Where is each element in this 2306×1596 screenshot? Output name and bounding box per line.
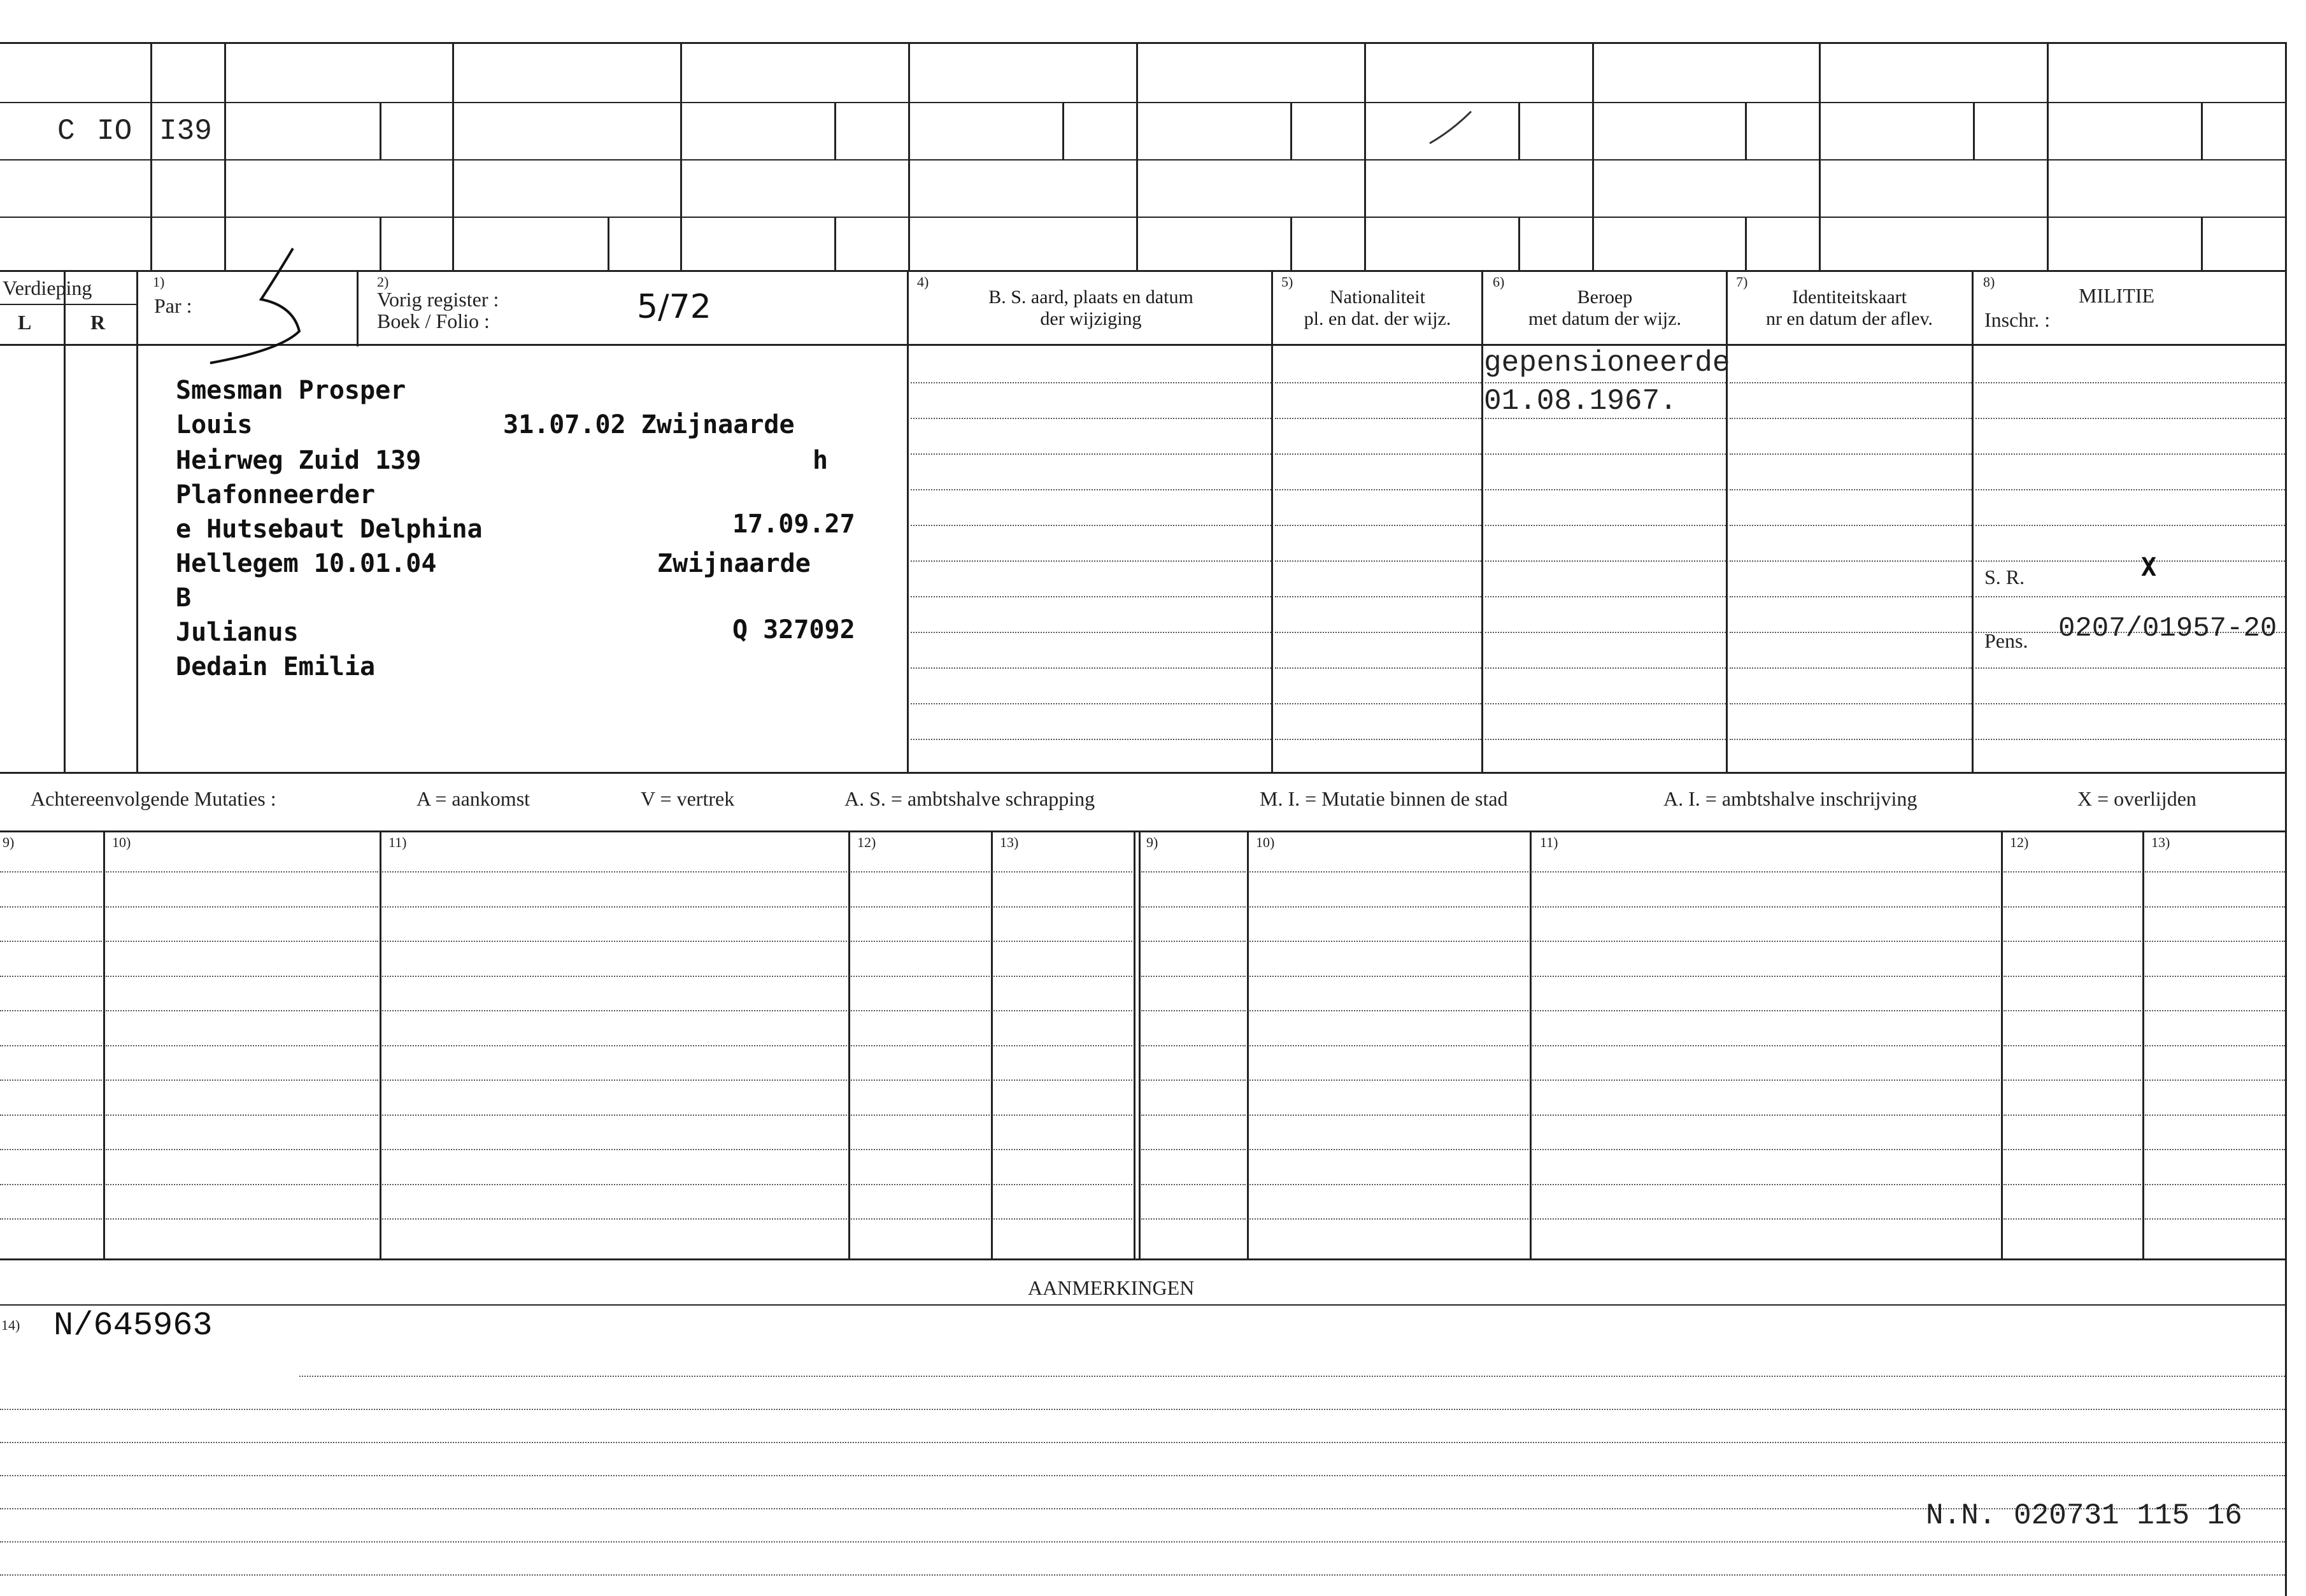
dotted-rule — [0, 871, 102, 873]
dotted-rule — [1532, 1045, 2000, 1046]
dotted-rule — [1730, 489, 1972, 490]
dotted-rule — [106, 1045, 378, 1046]
dotted-rule — [993, 1115, 1132, 1116]
dotted-rule — [1249, 976, 1528, 977]
line-firstname: Louis — [176, 410, 253, 439]
dotted-rule — [1975, 525, 2285, 526]
dotted-rule — [1141, 1184, 1246, 1185]
dotted-rule — [1730, 453, 1972, 455]
dotted-rule — [2004, 1218, 2141, 1220]
dotted-rule — [382, 1218, 847, 1220]
dotted-rule — [1485, 596, 1726, 597]
dotted-rule — [1485, 703, 1726, 704]
line-marriage-date: 17.09.27 — [732, 509, 855, 539]
field-number-7: 7) — [1736, 274, 1748, 290]
dotted-rule — [1275, 667, 1481, 669]
nationaliteit-header — [1274, 287, 1481, 330]
vorig-register-label: Vorig register : — [377, 288, 499, 311]
par-label: Par : — [154, 294, 192, 317]
dotted-rule — [1532, 1184, 2000, 1185]
dotted-rule — [1730, 418, 1972, 419]
dotted-rule — [1275, 596, 1481, 597]
dotted-rule — [1975, 703, 2285, 704]
mut-col-12-right: 12) — [2010, 834, 2029, 850]
boek-folio-label: Boek / Folio : — [377, 310, 490, 332]
house-number-code: I39 — [159, 115, 212, 148]
dotted-rule — [851, 941, 990, 942]
dotted-rule — [106, 871, 378, 873]
dotted-rule — [1275, 525, 1481, 526]
inschr-label: Inschr. : — [1984, 308, 2051, 331]
dotted-rule — [0, 1475, 2285, 1476]
dotted-rule — [1485, 632, 1726, 633]
dotted-rule — [1532, 1079, 2000, 1081]
dotted-rule — [0, 941, 102, 942]
aanmerkingen-title: AANMERKINGEN — [1028, 1276, 1195, 1299]
dotted-rule — [911, 596, 1271, 597]
pens-value: 0207/01957-20 — [2058, 613, 2277, 645]
dotted-rule — [1532, 1218, 2000, 1220]
dotted-rule — [382, 1045, 847, 1046]
dotted-rule — [1275, 632, 1481, 633]
mut-col-13-right: 13) — [2151, 834, 2170, 850]
dotted-rule — [993, 871, 1132, 873]
dotted-rule — [1730, 667, 1972, 669]
dotted-rule — [0, 1149, 102, 1150]
dotted-rule — [851, 906, 990, 908]
field-number-4: 4) — [917, 274, 929, 290]
pens-label: Pens. — [1984, 629, 2028, 652]
dotted-rule — [2004, 906, 2141, 908]
dotted-rule — [1275, 453, 1481, 455]
dotted-rule — [1532, 1149, 2000, 1150]
beroep-header-line2: met datum der wijz. — [1528, 308, 1681, 329]
dotted-rule — [1485, 560, 1726, 562]
dotted-rule — [1141, 906, 1246, 908]
dotted-rule — [993, 941, 1132, 942]
dotted-rule — [1249, 1218, 1528, 1220]
dotted-rule — [1532, 976, 2000, 977]
dotted-rule — [1141, 1115, 1246, 1116]
militie-label: MILITIE — [2079, 284, 2155, 307]
dotted-rule — [2145, 976, 2285, 977]
dotted-rule — [911, 739, 1271, 740]
dotted-rule — [106, 1010, 378, 1011]
dotted-rule — [2004, 1184, 2141, 1185]
dotted-rule — [851, 1149, 990, 1150]
dotted-rule — [0, 1218, 102, 1220]
dotted-rule — [1249, 1079, 1528, 1081]
mutatie-aankomst: A = aankomst — [416, 787, 530, 810]
dotted-rule — [1141, 941, 1246, 942]
dotted-rule — [1485, 667, 1726, 669]
dotted-rule — [851, 1218, 990, 1220]
dotted-rule — [382, 1010, 847, 1011]
line-birth: 31.07.02 Zwijnaarde — [503, 410, 795, 439]
dotted-rule — [1275, 560, 1481, 562]
dotted-rule — [1975, 739, 2285, 740]
dotted-rule — [1532, 941, 2000, 942]
dotted-rule — [1532, 906, 2000, 908]
dotted-rule — [1975, 667, 2285, 669]
line-mother: Dedain Emilia — [176, 652, 376, 681]
dotted-rule — [993, 1045, 1132, 1046]
dotted-rule — [851, 1045, 990, 1046]
dotted-rule — [2145, 1115, 2285, 1116]
dotted-rule — [1730, 382, 1972, 383]
mutatie-overlijden: X = overlijden — [2077, 787, 2196, 810]
dotted-rule — [1485, 489, 1726, 490]
dotted-rule — [911, 703, 1271, 704]
dotted-rule — [1485, 525, 1726, 526]
dotted-rule — [382, 976, 847, 977]
dotted-rule — [911, 632, 1271, 633]
dotted-rule — [0, 1045, 102, 1046]
dotted-rule — [1532, 1115, 2000, 1116]
dotted-rule — [851, 976, 990, 977]
dotted-rule — [2004, 1010, 2141, 1011]
right-column-label: R — [90, 311, 106, 334]
national-number: N.N. 020731 115 16 — [1926, 1499, 2242, 1532]
field-number-8: 8) — [1983, 274, 1995, 290]
dotted-rule — [1485, 418, 1726, 419]
line-name: Smesman Prosper — [176, 376, 406, 405]
beroep-value: gepensioneerde — [1484, 346, 1730, 380]
boek-folio-value: 5/72 — [637, 288, 711, 326]
dotted-rule — [2004, 976, 2141, 977]
bs-header — [911, 287, 1271, 330]
line-father: Julianus — [176, 618, 299, 647]
field-number-1: 1) — [153, 274, 165, 290]
dotted-rule — [2004, 1079, 2141, 1081]
dotted-rule — [106, 1149, 378, 1150]
line-address: Heirweg Zuid 139 — [176, 446, 422, 475]
dotted-rule — [1141, 1079, 1246, 1081]
dotted-rule — [2145, 906, 2285, 908]
mutaties-title: Achtereenvolgende Mutaties : — [31, 787, 276, 810]
dotted-rule — [1249, 1184, 1528, 1185]
left-column-label: L — [18, 311, 32, 334]
dotted-rule — [1249, 871, 1528, 873]
dotted-rule — [993, 1079, 1132, 1081]
dotted-rule — [1141, 1045, 1246, 1046]
dotted-rule — [1532, 1010, 2000, 1011]
dotted-rule — [1275, 703, 1481, 704]
line-spouse-place: Zwijnaarde — [657, 549, 811, 578]
dotted-rule — [2004, 1045, 2141, 1046]
dotted-rule — [0, 1442, 2285, 1443]
beroep-header-line1: Beroep — [1577, 287, 1633, 308]
sr-value: X — [2141, 553, 2157, 582]
dotted-rule — [1249, 941, 1528, 942]
dotted-rule — [851, 1010, 990, 1011]
dotted-rule — [993, 976, 1132, 977]
dotted-rule — [993, 1010, 1132, 1011]
bs-header-line2: der wijziging — [1040, 308, 1142, 329]
dotted-rule — [1975, 489, 2285, 490]
dotted-rule — [382, 1184, 847, 1185]
dotted-rule — [851, 1184, 990, 1185]
bs-header-line1: B. S. aard, plaats en datum — [988, 287, 1193, 308]
dotted-rule — [911, 382, 1271, 383]
identiteitskaart-header — [1727, 287, 1972, 330]
dotted-rule — [1730, 525, 1972, 526]
dotted-rule — [106, 1115, 378, 1116]
mut-col-11-left: 11) — [388, 834, 407, 850]
dotted-rule — [993, 1184, 1132, 1185]
dotted-rule — [851, 1115, 990, 1116]
beroep-date: 01.08.1967. — [1484, 385, 1677, 418]
dotted-rule — [1975, 418, 2285, 419]
sr-label: S. R. — [1984, 566, 2025, 588]
dotted-rule — [1975, 453, 2285, 455]
dotted-rule — [0, 1409, 2285, 1410]
line-code: h — [813, 446, 829, 475]
line-spouse: e Hutsebaut Delphina — [176, 515, 483, 544]
dotted-rule — [2145, 1045, 2285, 1046]
verdieping-label: Verdieping — [3, 276, 92, 299]
dotted-rule — [1275, 382, 1481, 383]
dotted-rule — [1730, 703, 1972, 704]
dotted-rule — [106, 1079, 378, 1081]
remark-14-value: N/645963 — [53, 1307, 213, 1344]
field-number-6: 6) — [1493, 274, 1505, 290]
field-number-2: 2) — [377, 274, 389, 290]
line-b: B — [176, 583, 192, 613]
dotted-rule — [382, 1149, 847, 1150]
mut-col-11-right: 11) — [1540, 834, 1558, 850]
block-code: C — [57, 115, 75, 148]
dotted-rule — [1485, 739, 1726, 740]
dotted-rule — [106, 976, 378, 977]
handwritten-mark-icon — [204, 242, 331, 369]
dotted-rule — [911, 560, 1271, 562]
mutatie-vertrek: V = vertrek — [641, 787, 735, 810]
dotted-rule — [1249, 1149, 1528, 1150]
dotted-rule — [2145, 1079, 2285, 1081]
dotted-rule — [911, 667, 1271, 669]
dotted-rule — [1975, 382, 2285, 383]
dotted-rule — [1141, 976, 1246, 977]
dotted-rule — [1730, 632, 1972, 633]
identiteitskaart-header-line2: nr en datum der aflev. — [1765, 308, 1933, 329]
dotted-rule — [382, 941, 847, 942]
dotted-rule — [1141, 1149, 1246, 1150]
dotted-rule — [2004, 941, 2141, 942]
dotted-rule — [911, 489, 1271, 490]
nationaliteit-header-line2: pl. en dat. der wijz. — [1304, 308, 1451, 329]
field-number-14: 14) — [1, 1317, 20, 1333]
mut-col-9-left: 9) — [3, 834, 15, 850]
dotted-rule — [2004, 1149, 2141, 1150]
dotted-rule — [2004, 871, 2141, 873]
dotted-rule — [1485, 382, 1726, 383]
dotted-rule — [1275, 489, 1481, 490]
line-profession: Plafonneerder — [176, 480, 376, 509]
dotted-rule — [911, 418, 1271, 419]
dotted-rule — [993, 906, 1132, 908]
dotted-rule — [1249, 1045, 1528, 1046]
dotted-rule — [0, 906, 102, 908]
dotted-rule — [0, 1541, 2285, 1543]
dotted-rule — [1532, 871, 2000, 873]
dotted-rule — [106, 1184, 378, 1185]
field-number-5: 5) — [1281, 274, 1293, 290]
dotted-rule — [382, 906, 847, 908]
mut-col-10-left: 10) — [112, 834, 131, 850]
dotted-rule — [1730, 560, 1972, 562]
dotted-rule — [0, 1574, 2285, 1576]
dotted-rule — [2145, 941, 2285, 942]
dotted-rule — [911, 453, 1271, 455]
dotted-rule — [106, 941, 378, 942]
mut-col-12-left: 12) — [857, 834, 876, 850]
dotted-rule — [851, 871, 990, 873]
dotted-rule — [2145, 1184, 2285, 1185]
dotted-rule — [0, 1115, 102, 1116]
dotted-rule — [0, 976, 102, 977]
dotted-rule — [851, 1079, 990, 1081]
dotted-rule — [382, 1115, 847, 1116]
dotted-rule — [2145, 1010, 2285, 1011]
dotted-rule — [1485, 453, 1726, 455]
dotted-rule — [1275, 739, 1481, 740]
dotted-rule — [2145, 871, 2285, 873]
identiteitskaart-header-line1: Identiteitskaart — [1792, 287, 1907, 308]
dotted-rule — [993, 1149, 1132, 1150]
dotted-rule — [1730, 596, 1972, 597]
dotted-rule — [1249, 1010, 1528, 1011]
dotted-rule — [1249, 1115, 1528, 1116]
dotted-rule — [1141, 1010, 1246, 1011]
dotted-rule — [1141, 1218, 1246, 1220]
line-id-number: Q 327092 — [732, 615, 855, 645]
dotted-rule — [299, 1376, 2285, 1377]
dotted-rule — [1975, 560, 2285, 562]
dotted-rule — [382, 1079, 847, 1081]
mutatie-binnen-stad: M. I. = Mutatie binnen de stad — [1260, 787, 1508, 810]
dotted-rule — [0, 1010, 102, 1011]
dotted-rule — [0, 1184, 102, 1185]
mut-col-9-right: 9) — [1146, 834, 1158, 850]
dotted-rule — [1275, 418, 1481, 419]
mut-col-10-right: 10) — [1256, 834, 1275, 850]
dotted-rule — [106, 906, 378, 908]
dotted-rule — [993, 1218, 1132, 1220]
nationaliteit-header-line1: Nationaliteit — [1330, 287, 1425, 308]
dotted-rule — [911, 525, 1271, 526]
mutatie-inschrijving: A. I. = ambtshalve inschrijving — [1663, 787, 1918, 810]
line-spouse-birth: Hellegem 10.01.04 — [176, 549, 437, 578]
dotted-rule — [1975, 596, 2285, 597]
dotted-rule — [382, 871, 847, 873]
beroep-header — [1484, 287, 1726, 330]
dotted-rule — [1730, 739, 1972, 740]
mutatie-schrapping: A. S. = ambtshalve schrapping — [844, 787, 1095, 810]
section-code: IO — [97, 115, 132, 148]
dotted-rule — [0, 1079, 102, 1081]
dotted-rule — [1249, 906, 1528, 908]
pen-mark-icon — [1427, 108, 1477, 146]
dotted-rule — [106, 1218, 378, 1220]
mut-col-13-left: 13) — [1000, 834, 1019, 850]
dotted-rule — [1141, 871, 1246, 873]
dotted-rule — [2145, 1149, 2285, 1150]
dotted-rule — [2145, 1218, 2285, 1220]
dotted-rule — [2004, 1115, 2141, 1116]
